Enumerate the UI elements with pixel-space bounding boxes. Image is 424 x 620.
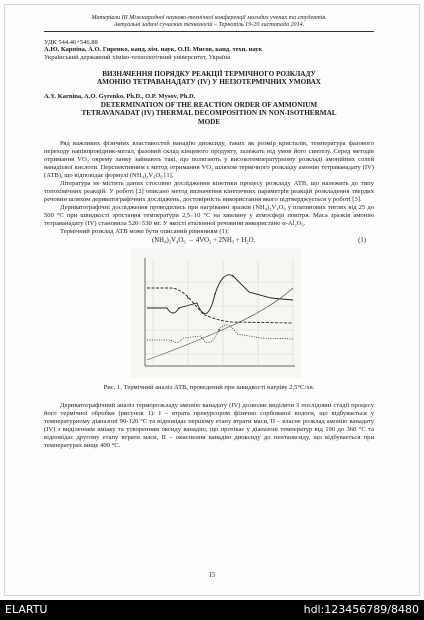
thermogram-image bbox=[131, 248, 301, 378]
paragraph-1: Ряд важливих фізичних властивостей ванадію диоксиду, таких як розмір кристалів, температура фазового переходу напівпровідник-метал, фазовий склад кінцевого продукту, залежать від умов його синтезу. Серед методів отримання VO₂ окрему ланку займають такі, що полягають у високотемпературному розкладі амонійних солей ванадієвої кислоти. Перспективним є метод отримання VO₂ шляхом термічного розкладу амонію тетраванадату (IV) (АТВ), що відповідає формулі (NH₄)₂V₄O₉ [1]. bbox=[44, 140, 374, 180]
equation-number: (1) bbox=[358, 237, 366, 245]
title-ua-line-1: ВИЗНАЧЕННЯ ПОРЯДКУ РЕАКЦІЇ ТЕРМІЧНОГО РОЗКЛАДУ bbox=[102, 69, 316, 78]
handle-identifier[interactable]: hdl:123456789/8480 bbox=[303, 603, 419, 616]
udk-code: УДК 544.46+546.88 bbox=[44, 38, 98, 46]
paragraph-4: Термічний розклад АТВ може бути описаний рівнянням (1): bbox=[60, 228, 229, 236]
header-line-2: Актуальні задачі сучасних технологій – Тернопіль 19-20 листопада 2014. bbox=[113, 22, 305, 29]
figure-thermal-analysis bbox=[131, 248, 301, 378]
conference-header bbox=[44, 15, 374, 32]
authors-en: A.Y. Karnina, A.O. Gyrenko, Ph.D., O.P. Mysov, Ph.D. bbox=[44, 93, 196, 101]
repository-name: ELARTU bbox=[5, 603, 48, 616]
paragraph-3: Дериватографічні дослідження проводились при нагріванні зразків (NH₄)₂V₄O₉ у платинових тиглях від 25 до 500 °С при швидкості зростання температури 2,5÷10 °С на хвилину у атмосфері повітря. Маса зразків амонію тетраванадату (IV) становила 520÷530 мг. У якості еталонної речовини використано α-Al₂O₃. bbox=[44, 204, 374, 228]
title-ua bbox=[44, 70, 374, 87]
header-line-1: Матеріали ІІІ Міжнародної науково-технічної конференції молодих учених та студентів. bbox=[91, 15, 327, 21]
organization: Український державний хіміко-технологічний університет, Україна bbox=[44, 54, 231, 61]
title-en-line-2: TETRAVANADAT (IV) THERMAL DECOMPOSITION IN NON-ISOTHERMAL bbox=[81, 109, 337, 118]
paragraph-2: Література не містить даних стосовно дослідження кінетики процесу розкладу АТВ, що належить до типу топохімічних реакцій. У роботі [2] описано метод визначення кінетичних параметрів реакцій розкладення твердих речовин шляхом дериватографічних досліджень, достовірність використання якого підтверджується у роботі [3]. bbox=[44, 180, 374, 204]
document-page bbox=[5, 5, 419, 595]
title-en-line-1: DETERMINATION OF THE REACTION ORDER OF AMMONIUM bbox=[100, 101, 318, 109]
authors-ua: А.Ю. Карніна, А.О. Гиренко, канд. хім. наук, О.П. Мисов, канд. техн. наук bbox=[44, 46, 263, 54]
page-number: 15 bbox=[208, 572, 216, 579]
equation-row bbox=[44, 236, 374, 245]
title-ua-line-2: АМОНІЮ ТЕТРАВАНАДАТУ (IV) У НЕІЗОТЕРМІЧНИХ УМОВАХ bbox=[96, 78, 321, 86]
repository-status-bar bbox=[0, 600, 424, 620]
title-en-line-3: MODE bbox=[197, 117, 221, 126]
title-en bbox=[44, 101, 374, 126]
figure-caption: Рис. 1. Термічний аналіз АТВ, проведений при швидкості нагріву 2,5°С/хв. bbox=[103, 384, 315, 392]
equation: (NH₄)₂V₄O₉ → 4VO₂ + 2NH₃ + H₂O. bbox=[152, 237, 256, 245]
paragraph-5: Дериватографічний аналіз терморозкладу амонію ванадату (IV) дозволяє виділити 3 послідовні стадії процесу його термічної обробки (рисунок 1): I – втрата прекурсором фізично сорбованої вологи, що відбувається у температурному діапазоні 90-120 °С та відповідає першому етапу втрати маси, II – власне розклад амонію ванадату (IV) з виділенням аміаку та утворенням оксиду ванадію, що протікає у діапазоні температур від 190 до 360 °С та відповідає другому етапу втрати маси, II – окиснення ванадію диоксиду до пентаоксиду, що відбувається при температурах вище 400 °С. bbox=[44, 402, 374, 450]
page-content bbox=[44, 15, 374, 450]
